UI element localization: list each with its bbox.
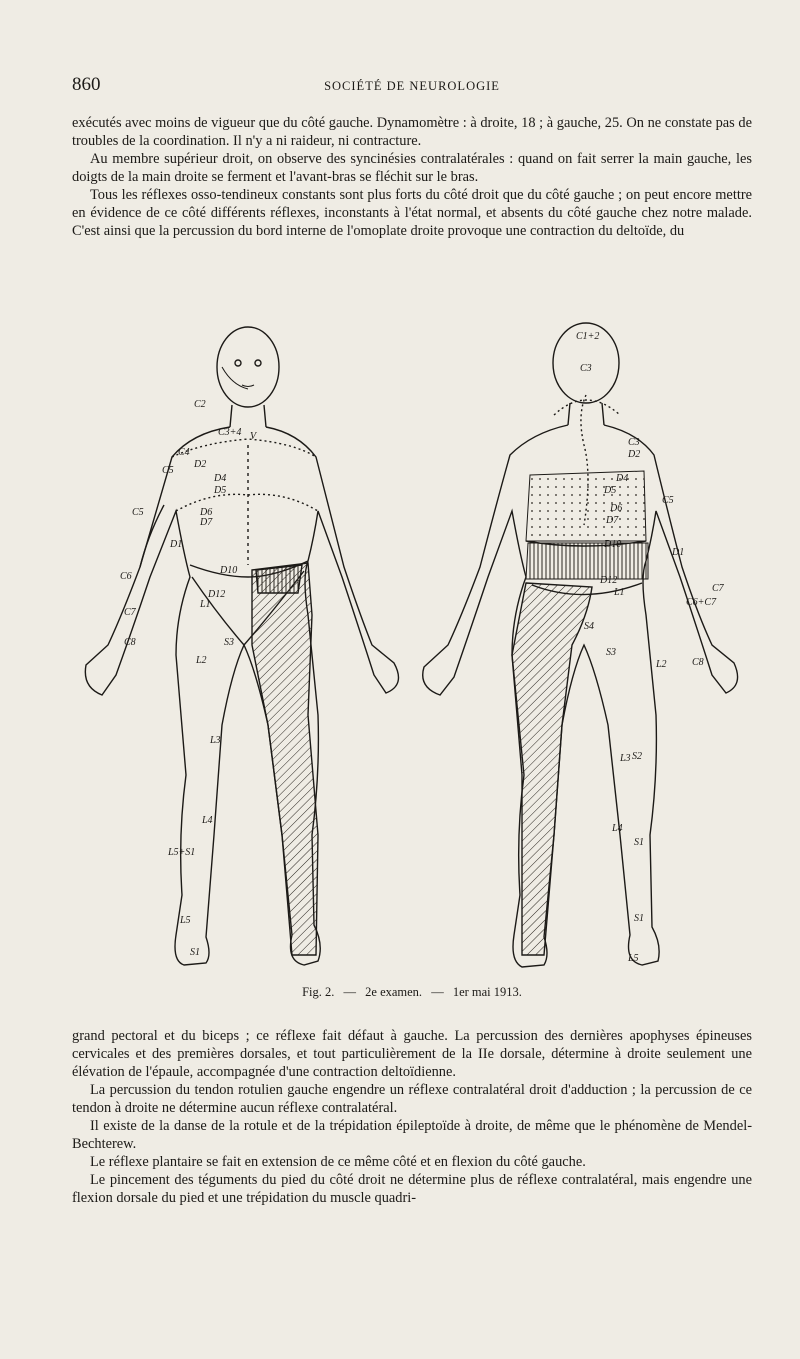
svg-text:C7: C7: [712, 583, 724, 594]
svg-text:C8: C8: [124, 637, 136, 648]
front-d-line: [176, 494, 318, 511]
caption-dash: —: [431, 985, 444, 999]
paragraph: Tous les réflexes osso-tendineux constants sont plus forts du côté droit que du côté gauche ; on peut encore mettre en évidence de ce côté différents réflexes, inconstants à l'état normal, et absents du côté gauche chez notre malade. C'est ainsi que la percussion du bord interne de l'omoplate droite provoque une contraction du deltoïde, du: [72, 187, 752, 239]
svg-text:L5+S1: L5+S1: [168, 847, 196, 858]
svg-text:C4: C4: [178, 447, 190, 458]
svg-text:V: V: [250, 431, 257, 442]
svg-text:S1: S1: [190, 947, 200, 958]
front-mouth: [242, 385, 254, 387]
caption-figure-number: Fig. 2.: [302, 985, 335, 999]
front-right-eye: [255, 360, 261, 366]
back-figure: [423, 323, 738, 967]
back-neck: [568, 403, 604, 425]
svg-text:D10: D10: [604, 539, 622, 550]
svg-text:S1: S1: [634, 837, 644, 848]
svg-text:C5: C5: [662, 495, 674, 506]
svg-text:C1+2: C1+2: [576, 331, 600, 342]
svg-text:S3: S3: [606, 647, 616, 658]
svg-text:D12: D12: [208, 589, 226, 600]
svg-text:D6: D6: [610, 503, 623, 514]
front-vertical-hatch: [256, 565, 302, 593]
svg-text:L2: L2: [196, 655, 207, 666]
svg-text:C5: C5: [132, 507, 144, 518]
svg-text:C6: C6: [120, 571, 132, 582]
svg-text:D1: D1: [672, 547, 685, 558]
svg-text:L3: L3: [210, 735, 221, 746]
caption-exam: 2e examen.: [365, 985, 423, 999]
front-labels: [120, 399, 258, 958]
caption-dash: —: [343, 985, 357, 999]
svg-text:D10: D10: [220, 565, 238, 576]
svg-text:L4: L4: [202, 815, 213, 826]
svg-text:L5: L5: [180, 915, 191, 926]
svg-text:L2: L2: [656, 659, 667, 670]
front-c4-line: [172, 439, 316, 457]
svg-text:D4: D4: [214, 473, 227, 484]
page-header: [72, 74, 752, 98]
svg-text:C7: C7: [124, 607, 136, 618]
paragraph: grand pectoral et du biceps ; ce réflexe fait défaut à gauche. La percussion des dernières apophyses épineuses cervicales et des premières dorsales, et tout particulièrement de la IIe dorsale, détermine à droite seulement une élévation de l'épaule, accompagnée d'une contraction deltoïdienne.: [72, 1028, 752, 1080]
svg-text:D5: D5: [214, 485, 227, 496]
paragraph: exécutés avec moins de vigueur que du côté gauche. Dynamomètre : à droite, 18 ; à gauche, 25. On ne constate pas de troubles de la coordination. Il n'y a ni raideur, ni contracture.: [72, 115, 752, 149]
svg-text:D7: D7: [606, 515, 619, 526]
body-text-bottom: [72, 1027, 752, 1207]
svg-text:D6: D6: [200, 507, 213, 518]
paragraph: La percussion du tendon rotulien gauche engendre un réflexe contralatéral droit d'adduction ; la percussion de ce tendon à droite ne détermine aucun réflexe contralatéral.: [72, 1082, 752, 1116]
svg-text:L1: L1: [614, 587, 625, 598]
body-text-top: [72, 114, 752, 240]
svg-text:D7: D7: [200, 517, 213, 528]
svg-text:C3+4: C3+4: [218, 427, 242, 438]
svg-text:C6+C7: C6+C7: [686, 597, 717, 608]
svg-text:C8: C8: [692, 657, 704, 668]
svg-text:L3: L3: [620, 753, 631, 764]
svg-text:D5: D5: [604, 485, 617, 496]
back-hatched-leg: [512, 583, 592, 955]
caption-date: 1er mai 1913.: [452, 985, 522, 999]
back-vertical-hatch: [526, 543, 648, 579]
front-hatched-leg: [252, 563, 318, 955]
body-diagram: [72, 315, 752, 985]
paragraph: Le réflexe plantaire se fait en extension de ce même côté et en flexion du côté gauche.: [90, 1154, 586, 1170]
front-left-eye: [235, 360, 241, 366]
svg-text:S1: S1: [634, 913, 644, 924]
paragraph: Le pincement des téguments du pied du côté droit ne détermine plus de réflexe contralatéral, mais engendre une flexion dorsale du pied et une trépidation du muscle quadri-: [72, 1172, 752, 1206]
svg-text:D12: D12: [600, 575, 618, 586]
page-number: 860: [72, 74, 101, 95]
svg-text:S4: S4: [584, 621, 594, 632]
figure-caption: [72, 985, 752, 1000]
paragraph: Il existe de la danse de la rotule et de la trépidation épileptoïde à droite, de même que le phénomène de Mendel-Bechterew.: [72, 1118, 752, 1152]
svg-text:C2: C2: [194, 399, 206, 410]
svg-text:S3: S3: [224, 637, 234, 648]
svg-text:D2: D2: [194, 459, 207, 470]
svg-text:D1: D1: [170, 539, 183, 550]
dermatome-figure: [72, 315, 752, 985]
front-head: [217, 327, 279, 407]
svg-text:S2: S2: [632, 751, 642, 762]
front-neck: [230, 405, 266, 427]
svg-text:C3: C3: [628, 437, 640, 448]
running-title: SOCIÉTÉ DE NEUROLOGIE: [324, 79, 500, 93]
svg-text:C3: C3: [580, 363, 592, 374]
paragraph: Au membre supérieur droit, on observe des syncinésies contralatérales : quand on fait serrer la main gauche, les doigts de la main droite se ferment et l'avant-bras se fléchit sur le bras.: [72, 151, 752, 185]
svg-text:L5: L5: [628, 953, 639, 964]
svg-text:D4: D4: [616, 473, 629, 484]
svg-text:D2: D2: [628, 449, 641, 460]
svg-text:L1: L1: [200, 599, 211, 610]
svg-text:C5: C5: [162, 465, 174, 476]
back-c3-line: [554, 400, 620, 415]
svg-text:L4: L4: [612, 823, 623, 834]
